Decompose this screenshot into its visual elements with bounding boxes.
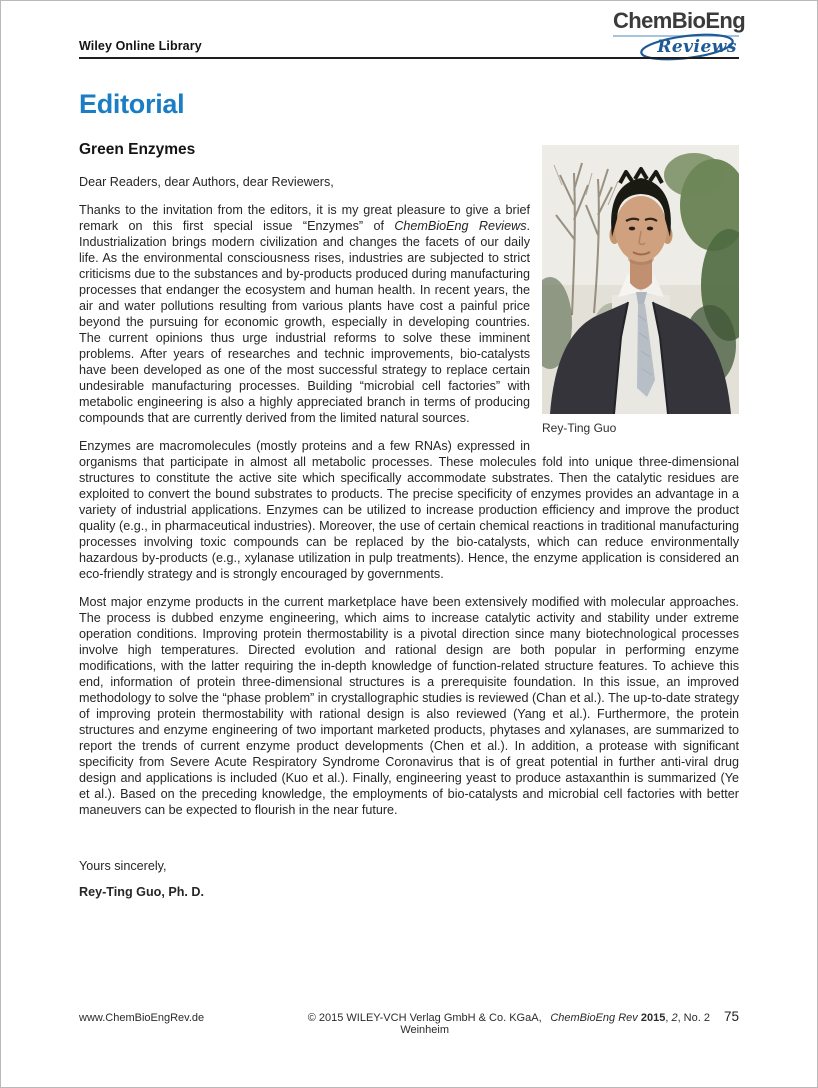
page-number: 75: [723, 1009, 739, 1024]
paragraph-1-text: Thanks to the invitation from the editors, it is my great pleasure to give a brief remark on this first special issue “Enzymes” of: [79, 203, 530, 233]
article-title: Green Enzymes: [79, 141, 196, 158]
section-label: Editorial: [79, 89, 185, 119]
footer-website: www.ChemBioEngRev.de: [79, 1012, 205, 1024]
footer-issue: , No. 2: [677, 1012, 710, 1024]
footer-separator: ,: [665, 1012, 672, 1024]
header-rule: [79, 57, 739, 59]
portrait-photo: [542, 145, 739, 414]
footer-year: 2015: [637, 1012, 666, 1024]
journal-logo-title: ChemBioEng: [613, 8, 746, 33]
portrait-caption: Rey-Ting Guo: [542, 421, 617, 435]
author-figure: [542, 145, 739, 435]
page-footer: [79, 1009, 739, 1036]
journal-logo: [613, 8, 746, 63]
paragraph-3: Most major enzyme products in the current marketplace have been extensively modified with molecular approaches. The process is dubbed enzyme engineering, which aims to increase catalytic activity and stability under extreme operation conditions. Improving protein thermostability is a pivotal direction since many biotechnological processes involve high temperatures. Directed evolution and rational design are both popular in performing enzyme modifications, with the latter requiring the in-depth knowledge of function-related structure features. To achieve this end, information of protein three-dimensional structures is a prerequisite foundation. In this issue, an improved methodology to solve the “phase problem” in crystallographic studies is reviewed (Chan et al.). The up-to-date strategy of improving protein thermostability with rational design is also reviewed (Yang et al.). Furthermore, the protein structures and enzyme engineering of two important marketed products, phytases and xylanases, are summarized to report the trends of current enzyme product developments (Chen et al.). In addition, a protease with significant specificity from Severe Acute Respiratory Syndrome Coronavirus that is of great potential in further anti-viral drug design and applications is included (Kuo et al.). Finally, engineering yeast to produce astaxanthin is summarized (Ye et al.). Based on the preceding knowledge, the employments of bio-catalysts and microbial cell factories with better maneuvers can be expected to flourish in the near future.: [79, 595, 739, 817]
paragraph-2: Enzymes are macromolecules (mostly proteins and a few RNAs) expressed in organisms that participate in almost all metabolic processes. These molecules fold into unique three-dimensional structures to constitute the active site which specifically accommodate substrates. Then the catalytic residues are exploited to convert the bound substrates to products. The precise specificity of enzymes provides an advantage in a variety of industrial applications. Enzymes can be utilized to increase production efficiency and improve the product quality (e.g., in pharmaceutical industries). Moreover, the use of certain chemical reactions in traditional manufacturing processes involving toxic compounds can be replaced by the bio-catalysts, which can reduce environmentally hazardous by-products (e.g., xylanase utilization in pulp treatments). Hence, the enzyme application is considered an eco-friendly strategy and is strongly encouraged by governments.: [79, 439, 739, 581]
closing-line: Yours sincerely,: [79, 859, 167, 873]
article-content: [79, 89, 739, 900]
footer-volume: 2: [671, 1012, 678, 1024]
journal-name-inline: ChemBioEng Reviews: [394, 219, 527, 233]
footer-citation: [550, 1009, 739, 1024]
salutation: Dear Readers, dear Authors, dear Reviewers,: [79, 175, 334, 189]
journal-logo-subtitle: Reviews: [657, 37, 737, 57]
footer-journal-name: ChemBioEng Rev: [550, 1012, 638, 1024]
wiley-brand: Wiley Online Library: [79, 39, 202, 53]
signature-line: Rey-Ting Guo, Ph. D.: [79, 885, 205, 899]
paragraph-1-text-cont: . Industrialization brings modern civilization and changes the facets of our daily life. As the environmental consciousness rises, industries are subjected to strict criticisms due to the substances and by-products produced during manufacturing processes that endanger the ecosystem and human health. In recent years, the air and water pollutions resulting from various plants have cost a painful price beyond the pursuing for economic growth, especially in developing countries. The current opinions thus urge industrial reforms to solve these imminent problems. After years of researches and technic improvements, bio-catalysts have been developed as one of the most successful strategy to replace certain undesirable manufacturing processes. Building “microbial cell factories” with metabolic engineering is also a highly appreciated branch in terms of producing compounds that are currently derived from the limited natural sources.: [79, 219, 530, 425]
footer-copyright: © 2015 WILEY-VCH Verlag GmbH & Co. KGaA, Weinheim: [307, 1012, 542, 1036]
